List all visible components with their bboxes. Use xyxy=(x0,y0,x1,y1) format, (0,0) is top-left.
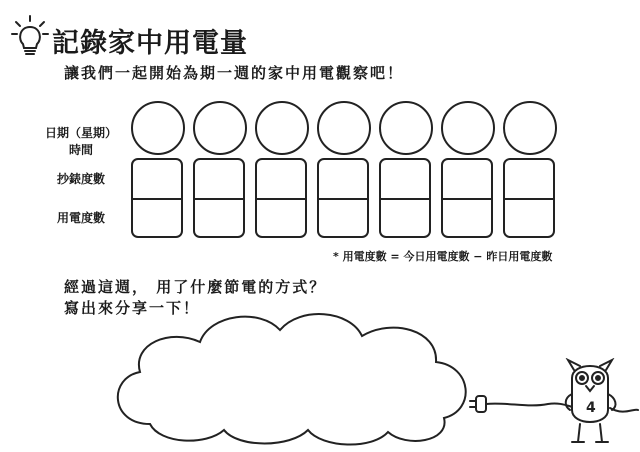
question-line-2: 寫出來分享一下！ xyxy=(64,299,201,317)
day-box-7[interactable] xyxy=(503,158,555,238)
day-circle-4[interactable] xyxy=(317,101,371,155)
date-label-line2: 時間 xyxy=(68,143,93,157)
box-divider xyxy=(381,198,429,200)
day-circle-6[interactable] xyxy=(441,101,495,155)
footnote: * 用電度數 = 今日用電度數 − 昨日用電度數 xyxy=(333,250,553,263)
cloud-answer-area[interactable] xyxy=(110,306,480,446)
plug-icon xyxy=(470,396,576,412)
day-circle-5[interactable] xyxy=(379,101,433,155)
day-circle-3[interactable] xyxy=(255,101,309,155)
box-divider xyxy=(505,198,553,200)
day-circle-2[interactable] xyxy=(193,101,247,155)
day-box-4[interactable] xyxy=(317,158,369,238)
mascot-number: 4 xyxy=(586,400,596,416)
lightbulb-icon xyxy=(10,14,50,58)
date-label-line1: 日期（星期） xyxy=(44,126,117,140)
owl-mascot-icon xyxy=(468,358,640,452)
usage-row-label: 用電度數 xyxy=(56,211,105,225)
box-divider xyxy=(257,198,305,200)
box-divider xyxy=(133,198,181,200)
day-circle-7[interactable] xyxy=(503,101,557,155)
day-box-5[interactable] xyxy=(379,158,431,238)
box-divider xyxy=(319,198,367,200)
question-line-1: 經過這週， 用了什麼節電的方式？ xyxy=(64,278,327,296)
date-row-label xyxy=(36,125,126,159)
page-title: 記錄家中用電量 xyxy=(52,28,248,59)
meter-row-label: 抄錶度數 xyxy=(56,172,105,186)
box-divider xyxy=(195,198,243,200)
instruction-text: 讓我們一起開始為期一週的家中用電觀察吧！ xyxy=(64,64,405,82)
day-box-2[interactable] xyxy=(193,158,245,238)
day-box-1[interactable] xyxy=(131,158,183,238)
box-divider xyxy=(443,198,491,200)
day-box-3[interactable] xyxy=(255,158,307,238)
day-box-6[interactable] xyxy=(441,158,493,238)
day-circle-1[interactable] xyxy=(131,101,185,155)
